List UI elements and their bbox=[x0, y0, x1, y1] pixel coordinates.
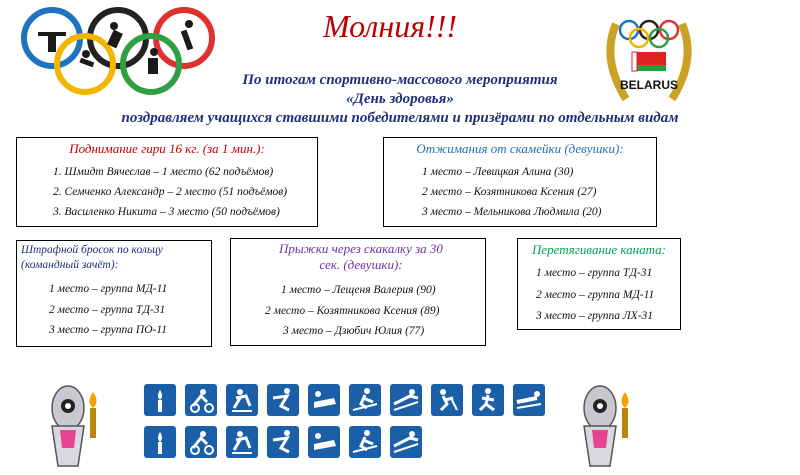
box-heading: Поднимание гири 16 кг. (за 1 мин.): bbox=[69, 141, 265, 156]
result-line: 1 место – Лещеня Валерия (90) bbox=[281, 284, 436, 296]
emblem-text: BELARUS bbox=[619, 78, 678, 92]
box-heading: Перетягивание каната: bbox=[531, 242, 667, 257]
mascot-left bbox=[30, 378, 110, 470]
result-line: 2 место – Козятникова Ксения (89) bbox=[265, 305, 440, 317]
weights-result-box bbox=[16, 137, 318, 227]
result-line: 3. Василенко Никита – 3 место (50 подъёмов) bbox=[53, 206, 280, 218]
result-line: 2 место – группа ТД-31 bbox=[49, 304, 166, 316]
mascot-right bbox=[562, 378, 642, 470]
result-line: 1 место – группа МД-11 bbox=[49, 283, 168, 295]
bobsleigh-icon bbox=[308, 384, 340, 416]
freethrow-result-box bbox=[16, 240, 212, 347]
box-heading: Отжимания от скамейки (девушки): bbox=[416, 141, 624, 156]
tug-result-box bbox=[517, 238, 681, 330]
pushups-result-box bbox=[383, 137, 657, 227]
skiing-icon bbox=[349, 384, 381, 416]
luge-icon bbox=[513, 384, 545, 416]
result-line: 2 место – Козятникова Ксения (27) bbox=[422, 186, 597, 198]
curling-icon bbox=[144, 426, 176, 458]
skating-icon bbox=[226, 384, 258, 416]
result-line: 3 место – Дзюбич Юлия (77) bbox=[283, 325, 425, 337]
result-line: 1 место – группа ТД-31 bbox=[536, 267, 653, 279]
result-line: 2 место – группа МД-11 bbox=[536, 289, 655, 301]
result-line: 1 место – Левицкая Алина (30) bbox=[422, 166, 574, 178]
cycling-icon bbox=[185, 384, 217, 416]
cross-country-icon bbox=[308, 426, 340, 458]
ski-jumping-icon bbox=[349, 426, 381, 458]
bobsled-icon bbox=[390, 426, 422, 458]
intro-line-2: «День здоровья» bbox=[346, 91, 454, 107]
result-line: 3 место – группа ПО-11 bbox=[49, 324, 167, 336]
intro-line-3: поздравляем учащихся ставшими победителями и призёрами по отдельным видам bbox=[121, 110, 679, 126]
ski-jump-icon bbox=[390, 384, 422, 416]
result-line: 1. Шмидт Вячеслав – 1 место (62 подъёмов) bbox=[53, 166, 274, 178]
biathlon-icon bbox=[226, 426, 258, 458]
result-line: 3 место – Мельникова Людмила (20) bbox=[422, 206, 602, 218]
page-title: Молния!!! bbox=[322, 8, 458, 44]
result-line: 3 место – группа ЛХ-31 bbox=[536, 310, 654, 322]
box-heading: Штрафной бросок по кольцу (командный зачёт): bbox=[21, 244, 163, 271]
ski-icon bbox=[472, 384, 504, 416]
intro-line-1: По итогам спортивно-массового мероприятия bbox=[242, 72, 558, 88]
figure-skating-icon bbox=[267, 384, 299, 416]
torch-icon bbox=[144, 384, 176, 416]
speed-skating-icon bbox=[185, 426, 217, 458]
box-heading: Прыжки через скакалку за 30 сек. (девушки): bbox=[279, 241, 443, 272]
rope-result-box bbox=[230, 238, 486, 346]
hockey-icon bbox=[431, 384, 463, 416]
result-line: 2. Семченко Александр – 2 место (51 подъёмов) bbox=[53, 186, 288, 198]
snowboard-icon bbox=[267, 426, 299, 458]
